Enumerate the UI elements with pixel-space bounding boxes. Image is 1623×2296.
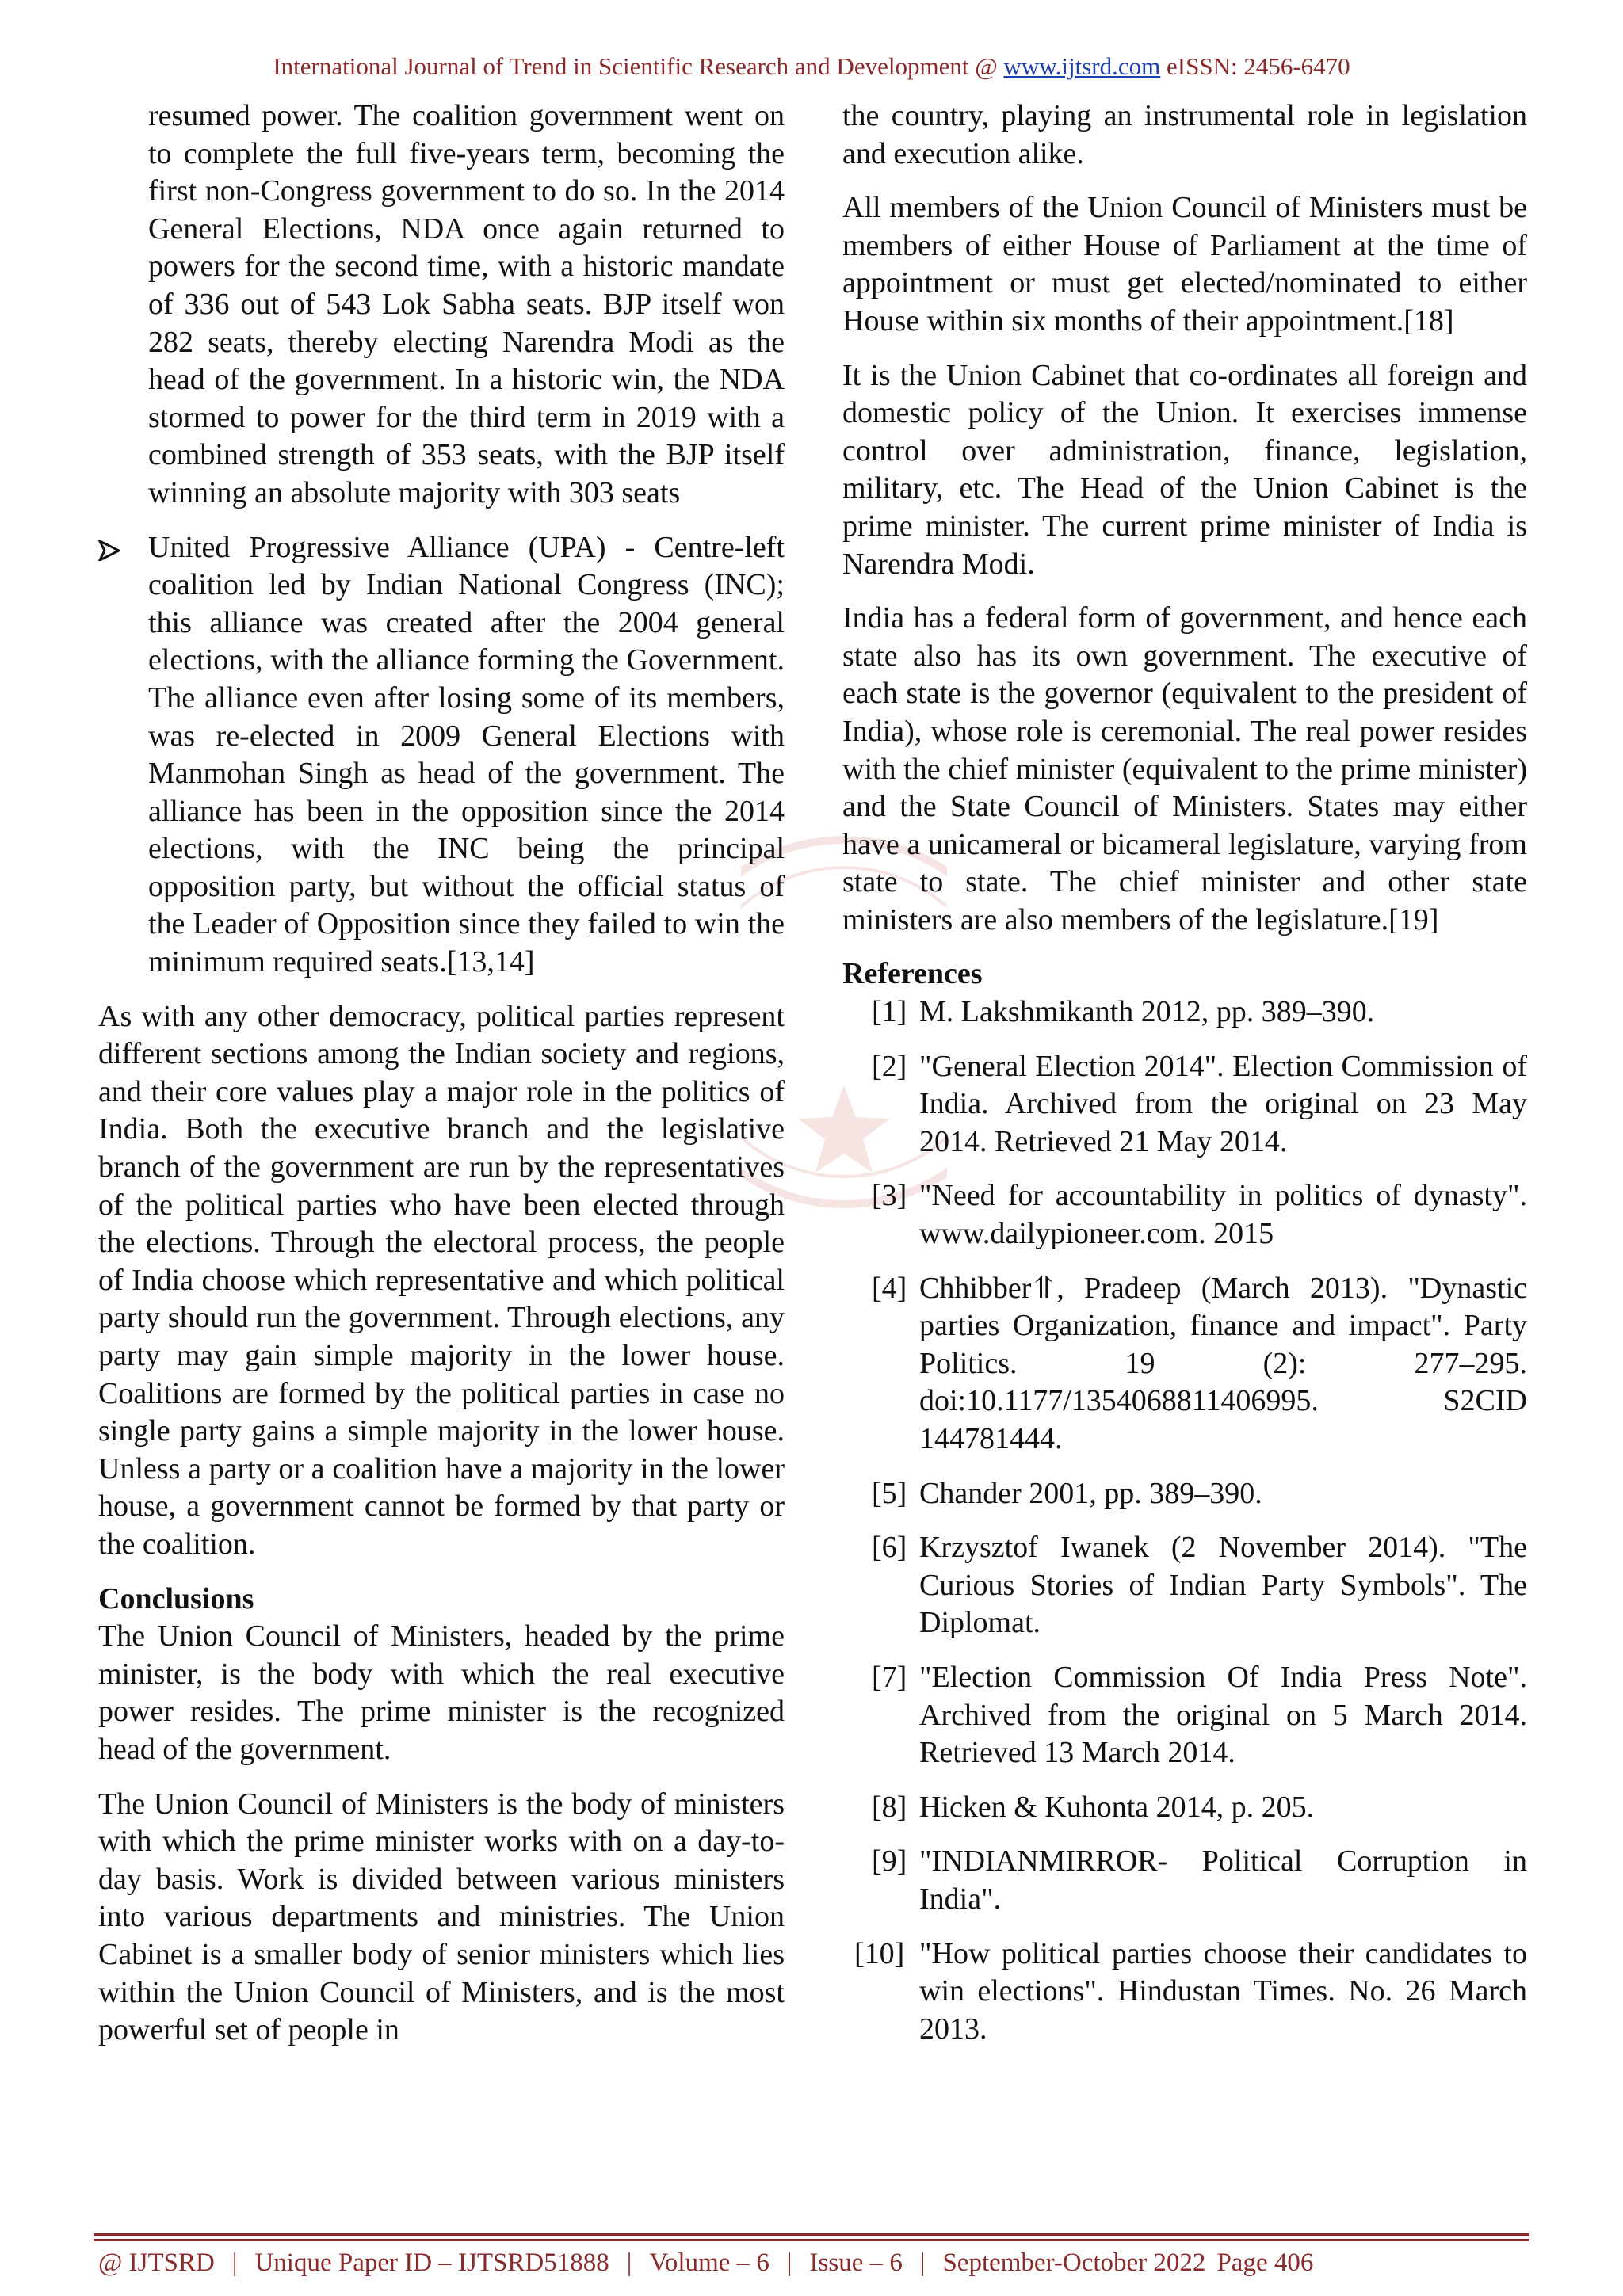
footer-divider-bottom xyxy=(94,2239,1529,2241)
reference-number: [1] xyxy=(872,995,907,1029)
reference-item xyxy=(842,1936,1527,2049)
footer-separator: | xyxy=(626,2248,632,2277)
paragraph-country: the country, playing an instrumental role in legislation and execution alike. xyxy=(842,99,1527,170)
reference-text: "INDIANMIRROR- Political Corruption in India". xyxy=(919,1844,1527,1916)
reference-number: [3] xyxy=(872,1179,907,1213)
right-column xyxy=(842,97,1527,2065)
reference-item xyxy=(842,1177,1527,1253)
reference-item xyxy=(842,1048,1527,1161)
references-heading: References xyxy=(842,957,983,991)
reference-number: [2] xyxy=(872,1049,907,1083)
list-item-upa xyxy=(98,529,785,982)
running-footer xyxy=(98,2248,1529,2278)
reference-item xyxy=(842,994,1527,1032)
reference-text: M. Lakshmikanth 2012, pp. 389–390. xyxy=(919,995,1375,1029)
footer-date: September-October 2022 xyxy=(942,2248,1206,2277)
paragraph-council: The Union Council of Ministers, headed by the prime minister, is the body with which the real executive power resides. The prime minister is the recognized head of the government. xyxy=(98,1619,785,1766)
paragraph-cabinet: The Union Council of Ministers is the body of ministers with which the prime minister works with on a day-to-day basis. Work is divided between various ministers into various departments and ministries. The Union Cabinet is a smaller body of senior ministers which lies within the Union Council of Ministers, and is the most powerful set of people in xyxy=(98,1787,785,2047)
paragraph-upa: United Progressive Alliance (UPA) - Centre-left coalition led by Indian National Congress (INC); this alliance was created after the 2004 general elections, with the alliance forming the Government. The alliance even after losing some of its members, was re-elected in 2009 General Elections with Manmohan Singh as head of the government. The alliance has been in the opposition since the 2014 elections, with the INC being the principal opposition party, but without the official status of the Leader of Opposition since they failed to win the minimum required seats.[13,14] xyxy=(148,530,785,979)
paragraph-members: All members of the Union Council of Ministers must be members of either House of Parliament at the time of appointment or must get elected/nominated to either House within six months of their appointment.[18] xyxy=(842,191,1527,338)
reference-text: "Election Commission Of India Press Note". Archived from the original on 5 March 2014. Retrieved 13 March 2014. xyxy=(919,1660,1527,1770)
paragraph-union-cabinet: It is the Union Cabinet that co-ordinates all foreign and domestic policy of the Union. It exercises immense control over administration, finance, legislation, military, etc. The Head of the Union Cabinet is the prime minister. The current prime minister of India is Narendra Modi. xyxy=(842,358,1527,581)
footer-issue: Issue – 6 xyxy=(809,2248,903,2277)
reference-number: [5] xyxy=(872,1476,907,1510)
reference-number: [10] xyxy=(854,1936,905,1970)
footer-volume: Volume – 6 xyxy=(649,2248,769,2277)
running-header xyxy=(0,52,1623,81)
reference-text: Chhibber⥣, Pradeep (March 2013). "Dynastic parties Organization, finance and impact". Party Politics. 19 (2): 277–295. doi:10.1177/1354068811406995. S2CID 144781444. xyxy=(919,1271,1527,1455)
reference-item xyxy=(842,1270,1527,1459)
reference-number: [4] xyxy=(872,1271,907,1305)
left-column xyxy=(98,97,785,2066)
reference-number: [6] xyxy=(872,1531,907,1565)
reference-text: "General Election 2014". Election Commission of India. Archived from the original on 23 May 2014. Retrieved 21 May 2014. xyxy=(919,1049,1527,1158)
reference-text: Chander 2001, pp. 389–390. xyxy=(919,1476,1262,1510)
paragraph-nda: resumed power. The coalition government went on to complete the full five-years term, becoming the first non-Congress government to do so. In the 2014 General Elections, NDA once again returned to powers for the second time, with a historic mandate of 336 out of 543 Lok Sabha seats. BJP itself won 282 seats, thereby electing Narendra Modi as the head of the government. In a historic win, the NDA stormed to power for the third term in 2019 with a combined strength of 353 seats, with the BJP itself winning an absolute majority with 303 seats xyxy=(148,99,785,509)
reference-text: "How political parties choose their candidates to win elections". Hindustan Times. No. 26 March 2013. xyxy=(919,1936,1527,2046)
footer-divider-top xyxy=(94,2233,1529,2236)
reference-number: [8] xyxy=(872,1790,907,1824)
conclusions-heading: Conclusions xyxy=(98,1581,254,1615)
reference-item xyxy=(842,1475,1527,1513)
reference-number: [9] xyxy=(872,1844,907,1878)
footer-separator: | xyxy=(786,2248,792,2277)
reference-item xyxy=(842,1659,1527,1772)
reference-item xyxy=(842,1789,1527,1827)
footer-page-number: Page 406 xyxy=(1216,2248,1314,2277)
journal-name: International Journal of Trend in Scientific Research and Development @ xyxy=(273,52,1004,80)
reference-text: Hicken & Kuhonta 2014, p. 205. xyxy=(919,1790,1315,1824)
references-list xyxy=(842,994,1527,2048)
reference-text: Krzysztof Iwanek (2 November 2014). "The Curious Stories of Indian Party Symbols". The Diplomat. xyxy=(919,1531,1527,1640)
issn-text: eISSN: 2456-6470 xyxy=(1160,52,1350,80)
reference-text: "Need for accountability in politics of dynasty". www.dailypioneer.com. 2015 xyxy=(919,1179,1527,1251)
footer-separator: | xyxy=(919,2248,926,2277)
footer-journal: @ IJTSRD xyxy=(98,2248,215,2277)
arrow-bullet-icon xyxy=(98,529,130,566)
footer-separator: | xyxy=(231,2248,238,2277)
reference-item xyxy=(842,1843,1527,1918)
reference-item xyxy=(842,1529,1527,1642)
journal-url-link[interactable]: www.ijtsrd.com xyxy=(1003,52,1161,80)
reference-number: [7] xyxy=(872,1660,907,1694)
paragraph-federal: India has a federal form of government, and hence each state also has its own government. The executive of each state is the governor (equivalent to the president of India), whose role is ceremonial. The real power resides with the chief minister (equivalent to the prime minister) and the State Council of Ministers. States may either have a unicameral or bicameral legislature, varying from state to state. The chief minister and other state ministers are also members of the legislature.[19] xyxy=(842,601,1527,936)
paragraph-democracy: As with any other democracy, political parties represent different sections among the Indian society and regions, and their core values play a major role in the politics of India. Both the executive branch and the legislative branch of the government are run by the representatives of the political parties who have been elected through the elections. Through the electoral process, the people of India choose which representative and which political party should run the government. Through elections, any party may gain simple majority in the lower house. Coalitions are formed by the political parties in case no single party gains a simple majority in the lower house. Unless a party or a coalition have a majority in the lower house, a government cannot be formed by that party or the coalition. xyxy=(98,999,785,1561)
footer-paper-id: Unique Paper ID – IJTSRD51888 xyxy=(254,2248,609,2277)
